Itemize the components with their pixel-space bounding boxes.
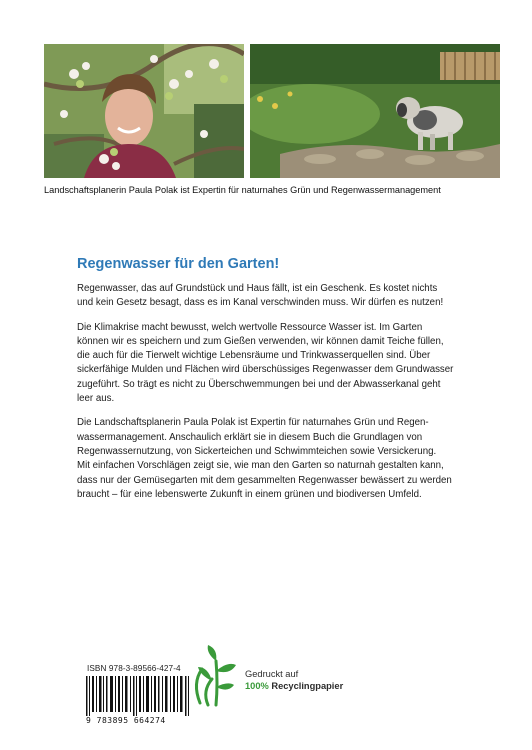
photo-caption: Landschaftsplanerin Paula Polak ist Expertin für naturnahes Grün und Regenwassermanagement [44,185,441,195]
text-line: dass nur der Gemüsegarten mit dem gesammelten Regenwasser bewässert zu werden [77,474,452,486]
text-line: leer aus. [77,393,115,405]
text-line: Die Landschaftsplanerin Paula Polak ist Expertin für naturnahes Grün und Regen- [77,417,429,429]
text-line: zugeführt. So trägt es nicht zu Überschwemmungen bei und der Abwasserkanal geht [77,378,441,390]
text-line: die auch für die Tierwelt wichtige Lebensräume und Trinkwasserquellen sind. Über [77,350,431,362]
headline: Regenwasser für den Garten! [77,256,280,272]
paragraph-climate [77,321,461,407]
eco-line-1: Gedruckt auf [245,669,299,679]
author-photo [44,44,244,178]
text-line: Regenwasser, das auf Grundstück und Haus fällt, ist ein Geschenk. Es kostet nichts [77,283,438,294]
eco-percent: 100% [245,681,269,691]
text-line: können wir es speichern und zum Gießen verwenden, wir können damit Teiche füllen, [77,335,444,347]
paragraph-author [77,416,461,502]
garden-dog-photo [250,44,500,178]
eco-line-2-rest: Recyclingpapier [268,681,344,691]
text-line: Regenwassernutzung, von Sickerteichen und Schwimmteichen sowie Versickerung. [77,445,437,457]
text-line: sickerfähige Mulden und Flächen wird überschüssiges Regenwasser dem Grundwasser [77,364,454,376]
text-line: Die Klimakrise macht bewusst, welch wertvolle Ressource Wasser ist. Im Garten [77,321,423,333]
isbn-label: ISBN 978-3-89566-427-4 [87,664,181,673]
text-line: wassermanagement. Anschaulich erklärt sie in diesem Buch die Grundlagen von [77,431,423,443]
recycling-paper-label [245,668,343,692]
text-line: und kein Gesetz besagt, dass es im Kanal verschwinden muss. Wir dürfen es nutzen! [77,297,444,309]
back-cover-text [77,255,461,512]
eco-line-2 [245,680,343,692]
text-line: braucht – für eine lebenswerte Zukunft in einem grünen und biodiversen Umfeld. [77,488,422,500]
barcode [86,676,190,716]
barcode-digits: 9 783895 664274 [86,716,166,725]
recycling-plant-icon [188,643,244,709]
text-line: Mit einfachen Vorschlägen zeigt sie, wie man den Garten so naturnah gestalten kann, [77,460,444,472]
paragraph-intro [77,282,461,311]
